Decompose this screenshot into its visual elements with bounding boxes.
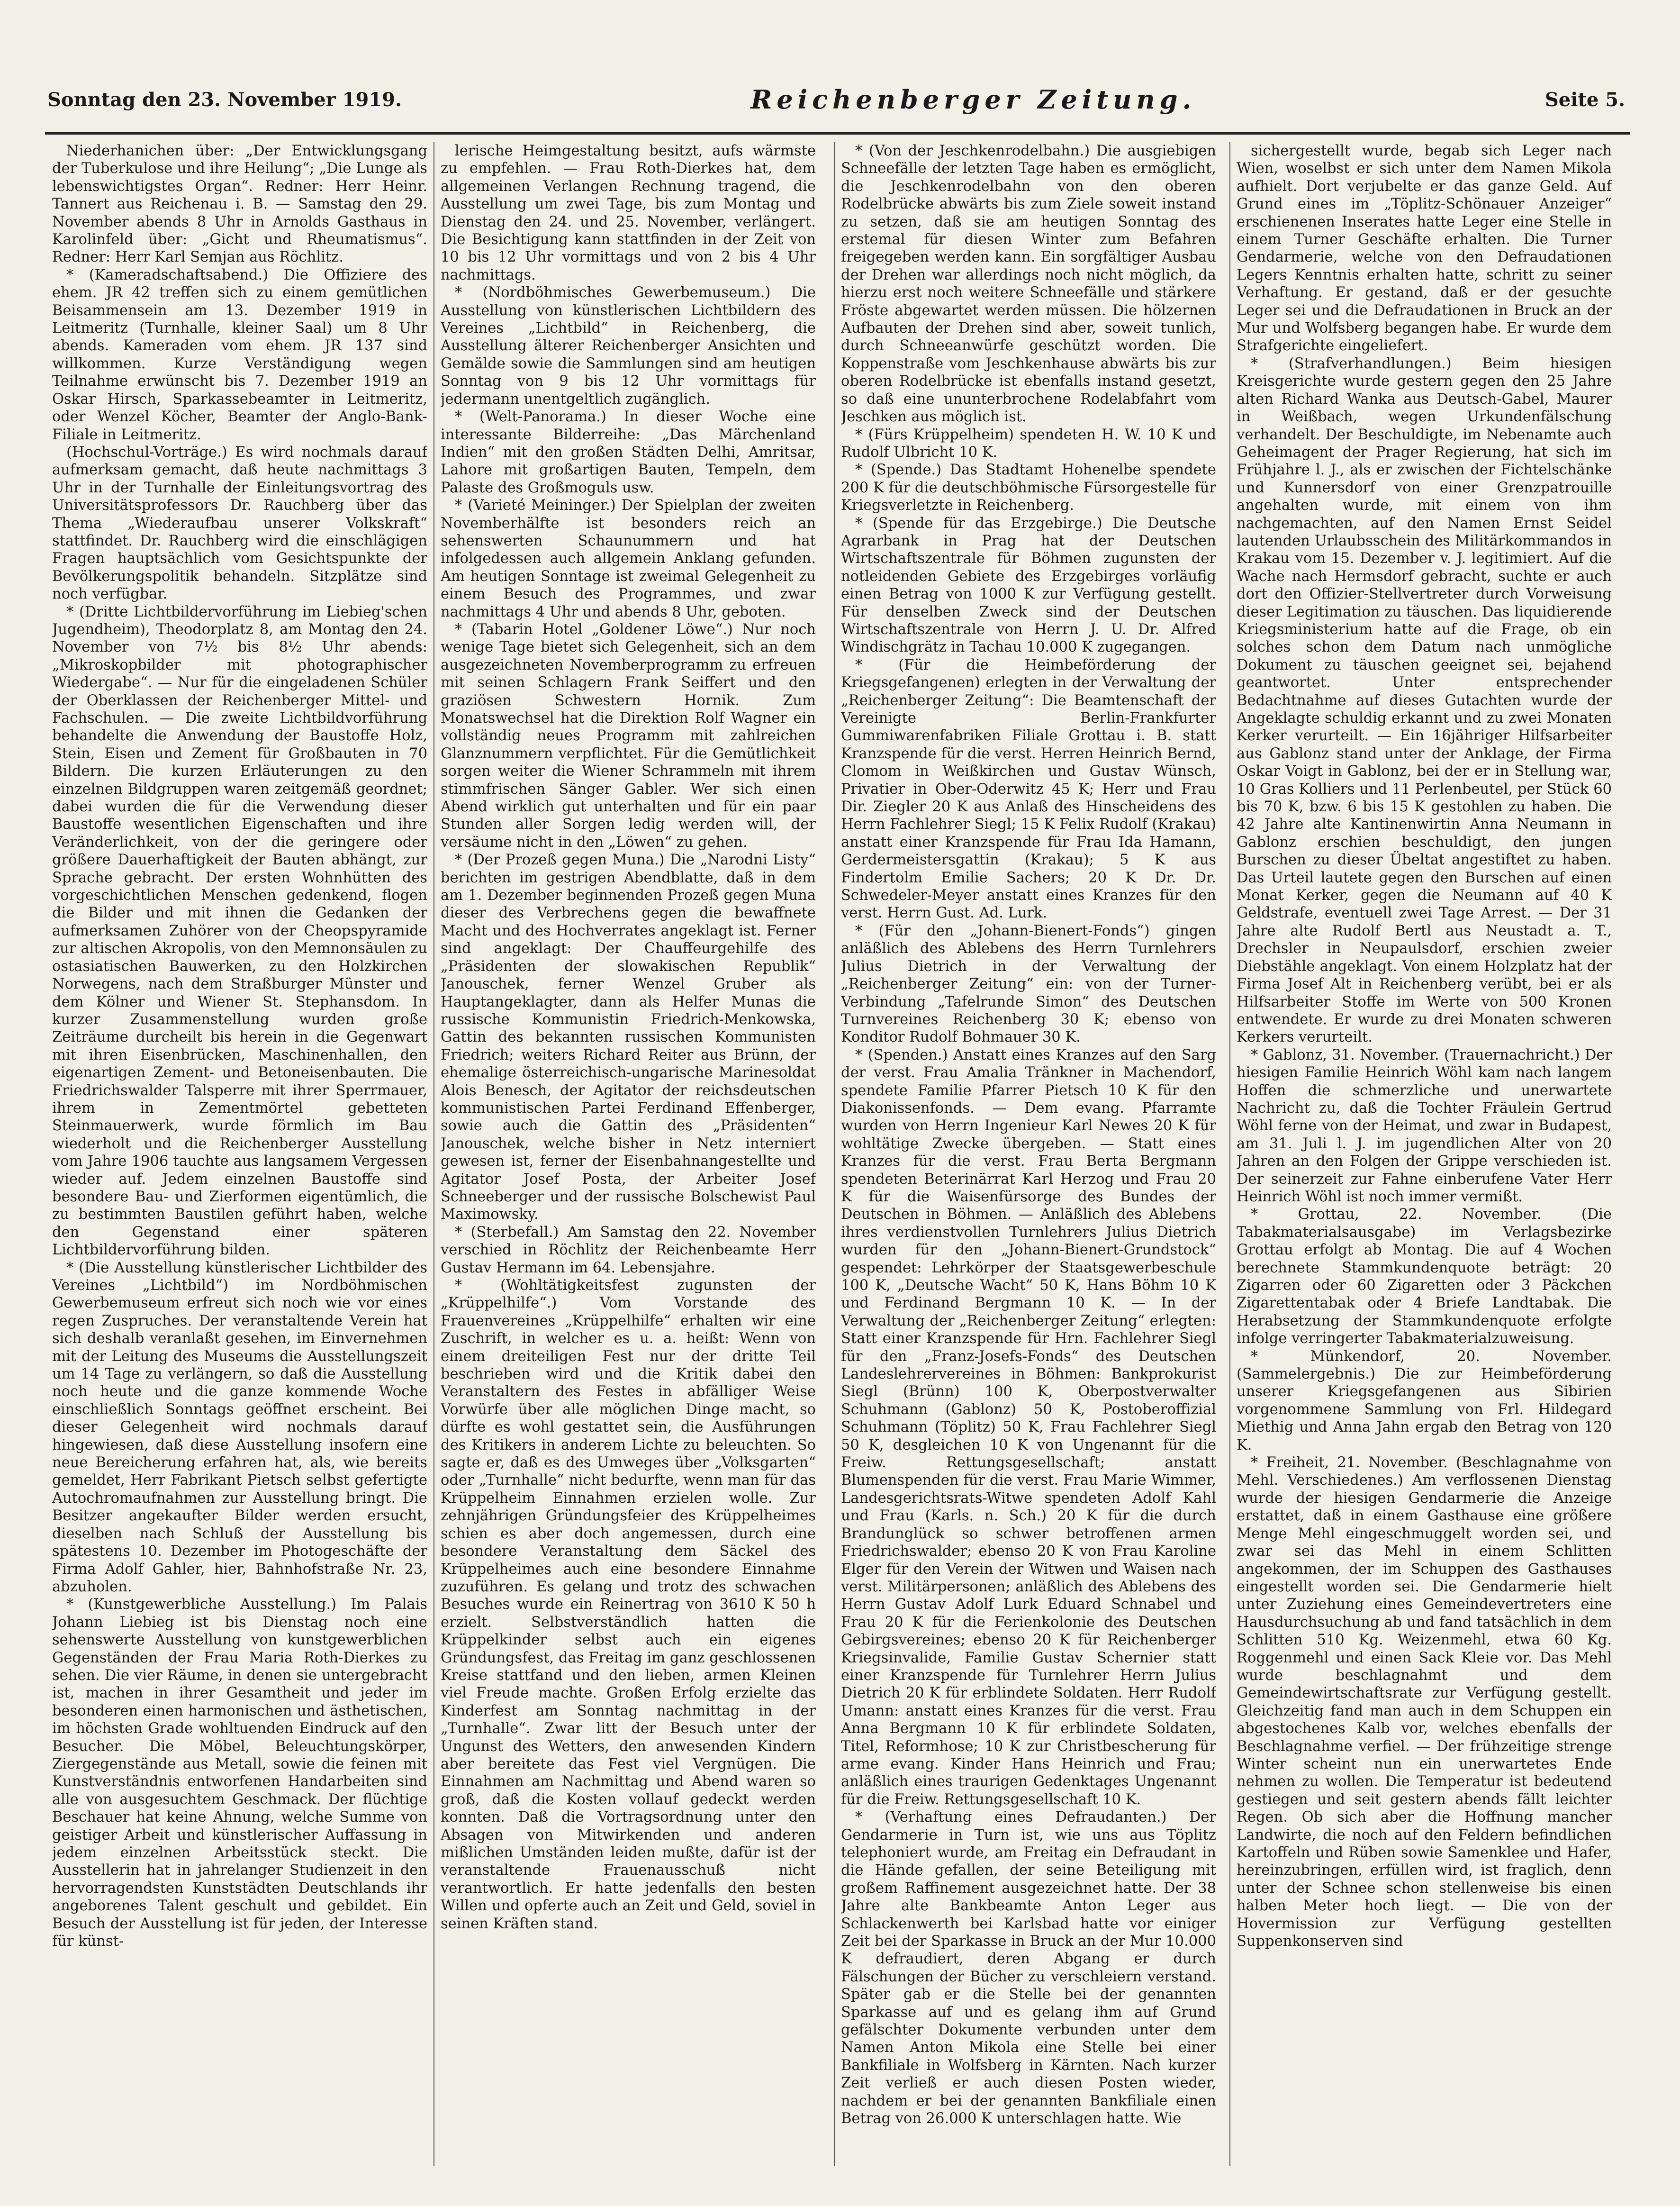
article-paragraph: * (Varieté Meininger.) Der Spielplan der zweiten Novemberhälfte ist besonders reich an sehenswerten Schaunummern und hat infolgedessen auch allgemein Anklang gefunden. Am heutigen Sonntage ist zweimal Gelegenheit zu einem Besuch des Programmes, und zwar nachmittags 4 Uhr und abends 8 Uhr, geboten.	[441, 497, 816, 620]
issue-date: Sonntag den 23. November 1919.	[47, 88, 402, 111]
article-paragraph: * Münkendorf, 20. November. (Sammelergebnis.) Die zur Heimbeförderung unserer Kriegsgefangenen aus Sibirien vorgenommene Sammlung von Frl. Hildegard Miethig und Anna Jahn ergab den Betrag von 120 K.	[1237, 1348, 1612, 1453]
article-paragraph: * Grottau, 22. November. (Die Tabakmaterialsausgabe) im Verlagsbezirke Grottau erfolgt ab Montag. Die auf 4 Wochen berechnete Stammkundenquote beträgt: 20 Zigarren oder 60 Zigaretten oder 3 Päckchen Zigarettentabak oder 4 Briefe Landtabak. Die Herabsetzung der Stammkundenquote erfolgte infolge verringerter Tabakmaterialzuweisung.	[1237, 1206, 1612, 1347]
article-paragraph: * (Von der Jeschkenrodelbahn.) Die ausgiebigen Schneefälle der letzten Tage haben es ermöglicht, die Jeschkenrodelbahn von den oberen Rodelbrücke abwärts bis zum Ziele soweit instand zu setzen, daß sie am heutigen Sonntag des erstemal für diesen Winter zum Befahren freigegeben werden kann. Ein sorgfältiger Ausbau der Drehen war allerdings noch nicht möglich, da hierzu erst noch weitere Schneefälle und stärkere Fröste abgewartet werden müssen. Die hölzernen Aufbauten der Drehen sind aber, soweit tunlich, durch Schneeanwürfe geschützt worden. Die Koppenstraße vom Jeschkenhause abwärts bis zur oberen Rodelbrücke ist ebenfalls instand gesetzt, so daß eine ununterbrochene Rodelabfahrt vom Jeschken aus möglich ist.	[841, 143, 1216, 426]
article-paragraph: sichergestellt wurde, begab sich Leger nach Wien, woselbst er sich unter dem Namen Mikola aufhielt. Dort verjubelte er das ganze Geld. Auf Grund eines im „Töplitz-Schönauer Anzeiger“ erschienenen Inserates hatte Leger eine Stelle in einem Turner Geschäfte erhalten. Die Turner Gendarmerie, welche von den Defraudationen Legers Kenntnis erhalten hatte, schritt zu seiner Verhaftung. Er gestand, daß er der gesuchte Leger sei und die Defraudationen in Bruck an der Mur und Wolfsberg begangen habe. Er wurde dem Strafgerichte eingeliefert.	[1237, 143, 1612, 354]
article-paragraph: (Hochschul-Vorträge.) Es wird nochmals darauf aufmerksam gemacht, daß heute nachmittags 3 Uhr in der Turnhalle der Einleitungsvortrag des Universitätsprofessors Dr. Rauchberg über das Thema „Wiederaufbau unserer Volkskraft“ stattfindet. Dr. Rauchberg wird die einschlägigen Fragen hauptsächlich vom Gesichtspunkte der Bevölkerungspolitik behandeln. Sitzplätze sind noch verfügbar.	[52, 444, 427, 603]
masthead	[47, 71, 1625, 128]
article-paragraph: lerische Heimgestaltung besitzt, aufs wärmste zu empfehlen. — Frau Roth-Dierkes hat, dem allgemeinen Verlangen Rechnung tragend, die Ausstellung um zwei Tage, bis zum Montag und Dienstag den 24. und 25. November, verlängert. Die Besichtigung kann stattfinden in der Zeit von 10 bis 12 Uhr vormittags und von 2 bis 4 Uhr nachmittags.	[441, 143, 816, 283]
text-column-2	[441, 142, 816, 2166]
article-paragraph: * (Für die Heimbeförderung der Kriegsgefangenen) erlegten in der Verwaltung der „Reichenberger Zeitung“: Die Beamtenschaft der Vereinigte Berlin-Frankfurter Gummiwarenfabriken Filiale Grottau i. B. statt Kranzspende für die verst. Herren Heinrich Bernd, Clomom in Weißkirchen und Gustav Wünsch, Privatier in Ober-Oderwitz 45 K; Herr und Frau Dir. Ziegler 20 K aus Anlaß des Hinscheidens des Herrn Fachlehrer Siegl; 15 K Felix Rudolf (Krakau) anstatt einer Kranzspende für Frau Ida Hamann, Gerdermeistersgattin (Krakau); 5 K aus Findertolm Emilie Sachers; 20 K Dr. Dr. Schwedeler-Meyer anstatt eines Kranzes für den verst. Herrn Gust. Ad. Lurk.	[841, 656, 1216, 922]
text-column-1	[52, 142, 427, 2166]
article-paragraph: * (Kunstgewerbliche Ausstellung.) Im Palais Johann Liebieg ist bis Dienstag noch eine sehenswerte Ausstellung von kunstgewerblichen Gegenständen der Frau Maria Roth-Dierkes zu sehen. Die vier Räume, in denen sie untergebracht ist, machen in ihrer Gesamtheit und jeder im besonderen einen harmonischen und ästhetischen, im höchsten Grade wohltuenden Eindruck auf den Besucher. Die Möbel, Beleuchtungskörper, Ziergegenstände aus Metall, sowie die feinen mit Kunstverständnis entworfenen Handarbeiten sind alle von ausgesuchtem Geschmack. Der flüchtige Beschauer hat keine Ahnung, welche Summe von geistiger Arbeit und künstlerischer Auffassung in jedem einzelnen Arbeitsstück steckt. Die Ausstellerin hat in jahrelanger Studienzeit in den hervorragendsten Kunststädten Deutschlands ihr angeborenes Talent geschult und gebildet. Ein Besuch der Ausstellung ist für jeden, der Interesse für künst-	[52, 1596, 427, 1950]
article-paragraph: * (Nordböhmisches Gewerbemuseum.) Die Ausstellung von künstlerischen Lichtbildern des Vereines „Lichtbild“ in Reichenberg, die Ausstellung älterer Reichenberger Ansichten und Gemälde sowie die Sammlungen sind am heutigen Sonntag von 9 bis 12 Uhr vormittags für jedermann unentgeltlich zugänglich.	[441, 284, 816, 408]
article-paragraph: * (Verhaftung eines Defraudanten.) Der Gendarmerie in Turn ist, wie uns aus Töplitz telephoniert wurde, am Freitag ein Defraudant in die Hände gefallen, der seine Beteiligung mit großem Raffinement ausgezeichnet hatte. Der 38 Jahre alte Bankbeamte Anton Leger aus Schlackenwerth bei Karlsbad hatte vor einiger Zeit bei der Sparkasse in Bruck an der Mur 10.000 K defraudiert, deren Abgang er durch Fälschungen der Bücher zu verschleiern verstand. Später gab er die Stelle bei der genannten Sparkasse auf und es gelang ihm auf Grund gefälschter Dokumente verbunden unter dem Namen Anton Mikola eine Stelle bei einer Bankfiliale in Wolfsberg in Kärnten. Nach kurzer Zeit verließ er auch diesen Posten wieder, nachdem er bei der genannten Bankfiliale einen Betrag von 26.000 K unterschlagen hatte. Wie	[841, 1809, 1216, 2127]
article-paragraph: * (Fürs Krüppelheim) spendeten H. W. 10 K und Rudolf Ulbricht 10 K.	[841, 426, 1216, 461]
text-column-3	[841, 142, 1216, 2166]
article-paragraph: * (Welt-Panorama.) In dieser Woche eine interessante Bilderreihe: „Das Märchenland Indien“ mit den großen Städten Delhi, Amritsar, Lahore mit großartigen Bauten, Tempeln, dem Palaste des Großmoguls usw.	[441, 409, 816, 496]
article-paragraph: * Freiheit, 21. November. (Beschlagnahme von Mehl. Verschiedenes.) Am verflossenen Dienstag wurde der hiesigen Gendarmerie die Anzeige erstattet, daß in einem Gasthause eine größere Menge Mehl eingeschmuggelt worden sei, und zwar sei das Mehl in einem Schlitten angekommen, der im Schuppen des Gasthauses eingestellt worden sei. Die Gendarmerie hielt unter Zuziehung eines Gemeindevertreters eine Hausdurchsuchung ab und fand tatsächlich in dem Schlitten 510 Kg. Weizenmehl, etwa 60 Kg. Roggenmehl und einen Sack Kleie vor. Das Mehl wurde beschlagnahmt und dem Gemeindewirtschaftsrate zur Verfügung gestellt. Gleichzeitig fand man auch in dem Schuppen ein abgestochenes Kalb vor, welches ebenfalls der Beschlagnahme verfiel. — Der frühzeitige strenge Winter scheint nun ein unerwartetes Ende nehmen zu wollen. Die Temperatur ist bedeutend gestiegen und seit gestern abends fällt leichter Regen. Ob sich aber die Hoffnung mancher Landwirte, die noch auf den Feldern befindlichen Kartoffeln und Rüben sowie Samenklee und Hafer, hereinzubringen, erfüllen wird, ist fraglich, denn unter der Schnee schon stellenweise bis einen halben Meter hoch liegt. — Die von der Hovermission zur Verfügung gestellten Suppenkonserven sind	[1237, 1454, 1612, 1950]
article-paragraph: * (Für den „Johann-Bienert-Fonds“) gingen anläßlich des Ablebens des Herrn Turnlehrers Julius Dietrich in der Verwaltung der „Reichenberger Zeitung“ ein: von der Turner-Verbindung „Tafelrunde Simon“ des Deutschen Turnvereines Reichenberg 30 K; ebenso von Konditor Rudolf Bohmauer 30 K.	[841, 922, 1216, 1046]
article-paragraph: * (Spenden.) Anstatt eines Kranzes auf den Sarg der verst. Frau Amalia Tränkner in Machendorf, spendete Familie Pfarrer Pietsch 10 K für den Diakonissenfonds. — Dem evang. Pfarramte wurden von Herrn Ingenieur Karl Newes 20 K für wohltätige Zwecke übergeben. — Statt eines Kranzes für die verst. Frau Berta Bergmann spendeten Beterinärrat Karl Herzog und Frau 20 K für die Waisenfürsorge des Bundes der Deutschen in Böhmen. — Anläßlich des Ablebens ihres verdienstvollen Turnlehrers Julius Dietrich wurden für den „Johann-Bienert-Grundstock“ gespendet: Lehrkörper der Staatsgewerbeschule 100 K, „Deutsche Wacht“ 50 K, Hans Böhm 10 K und Ferdinand Bergmann 10 K. — In der Verwaltung der „Reichenberger Zeitung“ erlegten: Statt einer Kranzspende für Hrn. Fachlehrer Siegl für den „Franz-Josefs-Fonds“ des Deutschen Landeslehrervereines in Böhmen: Bankprokurist Siegl (Brünn) 100 K, Oberpostverwalter Schuhmann (Gablonz) 50 K, Postoberoffizial Schuhmann (Töplitz) 50 K, Frau Fachlehrer Siegl 50 K, desgleichen 10 K von Ungenannt für die Freiw. Rettungsgesellschaft; anstatt Blumenspenden für die verst. Frau Marie Wimmer, Landesgerichtsrats-Witwe spendeten Adolf Kahl und Frau (Karls. n. Sch.) 20 K für die durch Brandunglück so schwer betroffenen armen Friedrichswalder; ebenso 20 K von Frau Karoline Elger für den Verein der Witwen und Waisen nach verst. Militärpersonen; anläßlich des Ablebens des Herrn Gustav Adolf Lurk Eduard Schnabel und Frau 20 K für die Ferienkolonie des Deutschen Gebirgsvereines; ebenso 20 K für Reichenberger Kriegsinvalide, Familie Gustav Schernier statt einer Kranzspende für Turnlehrer Herrn Julius Dietrich 20 K für erblindete Soldaten. Herr Rudolf Umann: anstatt eines Kranzes für die verst. Frau Anna Bergmann 10 K für erblindete Soldaten, Titel, Reformhose; 10 K zur Christbescherung für arme evang. Kinder Hans Heinrich und Frau; anläßlich eines traurigen Gedenktages Ungenannt für die Freiw. Rettungsgesellschaft 10 K.	[841, 1046, 1216, 1808]
article-paragraph: * (Sterbefall.) Am Samstag den 22. November verschied in Röchlitz der Reichenbeamte Herr Gustav Hermann im 64. Lebensjahre.	[441, 1224, 816, 1276]
article-paragraph: * (Die Ausstellung künstlerischer Lichtbilder des Vereines „Lichtbild“) im Nordböhmischen Gewerbemuseum erfreut sich noch wie vor eines regen Zuspruches. Der veranstaltende Verein hat sich deshalb veranlaßt gesehen, im Einvernehmen mit der Leitung des Museums die Ausstellungszeit um 14 Tage zu verlängern, so daß die Ausstellung noch heute und die ganze kommende Woche einschließlich Sonntags geöffnet erscheint. Bei dieser Gelegenheit wird nochmals darauf hingewiesen, daß diese Ausstellung insofern eine neue Bereicherung erfahren hat, als, wie bereits gemeldet, Herr Fabrikant Pietsch selbst gefertigte Autochromaufnahmen zur Ausstellung bringt. Die Besitzer angekaufter Bilder werden ersucht, dieselben nach Schluß der Ausstellung bis spätestens 10. Dezember im Photogeschäfte der Firma Adolf Gahler, hier, Bahnhofstraße Nr. 23, abzuholen.	[52, 1259, 427, 1595]
column-divider	[834, 142, 835, 2166]
text-column-4	[1237, 142, 1612, 2166]
article-paragraph: * (Spende für das Erzgebirge.) Die Deutsche Agrarbank in Prag hat der Deutschen Wirtschaftszentrale für Böhmen zugunsten der notleidenden Gebiete des Erzgebirges vorläufig einen Betrag von 1000 K zur Verfügung gestellt. Für denselben Zweck sind der Deutschen Wirtschaftszentrale von Herrn J. U. Dr. Alfred Windischgrätz in Tachau 10.000 K zugegangen.	[841, 515, 1216, 656]
article-paragraph: * (Strafverhandlungen.) Beim hiesigen Kreisgerichte wurde gestern gegen den 25 Jahre alten Richard Wanka aus Deutsch-Gabel, Maurer in Weißbach, wegen Urkundenfälschung verhandelt. Der Beschuldigte, im Nebenamte auch Geheimagent der Prager Regierung, hat sich im Frühjahre l. J., als er zwischen der Fichtelschänke und Kunnersdorf von einer Grenzpatrouille angehalten wurde, mit einem von ihm nachgemachten, auf den Namen Ernst Seidel lautenden Urlaubsschein des Militärkommandos in Krakau vom 15. Dezember v. J. legitimiert. Auf die Wache nach Hermsdorf gebracht, suchte er auch dort den Offizier-Stellvertreter durch Vorweisung dieser Legitimation zu täuschen. Das liquidierende Kriegsministerium hatte auf die Frage, ob ein solches schon dem Datum nach unmögliche Dokument zu täuschen geeignet sei, bejahend geantwortet. Unter entsprechender Bedachtnahme auf dieses Gutachten wurde der Angeklagte schuldig erkannt und zu zwei Monaten Kerker verurteilt. — Ein 16jähriger Hilfsarbeiter aus Gablonz stand unter der Anklage, der Firma Oskar Voigt in Gablonz, bei der er in Stellung war, 10 Gras Kolliers und 11 Perlenbeutel, per Stück 60 bis 70 K, bzw. 6 bis 15 K gestohlen zu haben. Die 42 Jahre alte Kantinenwirtin Anna Neumann in Gablonz erschien beschuldigt, den jungen Burschen zu dieser Übeltat angestiftet zu haben. Das Urteil lautete gegen den Burschen auf einen Monat Kerker, gegen die Neumann auf 40 K Geldstrafe, eventuell zwei Tage Arrest. — Der 31 Jahre alte Rudolf Bertl aus Neustadt a. T., Drechsler in Neupaulsdorf, erschien zweier Diebstähle angeklagt. Von einem Holzplatz hat der Firma Josef Alt in Reichenberg verübt, bei er als Hilfsarbeiter Stoffe im Werte von 500 Kronen entwendete. Er wurde zu drei Monaten schweren Kerkers verurteilt.	[1237, 355, 1612, 1046]
article-paragraph: * (Der Prozeß gegen Muna.) Die „Narodni Listy“ berichten im gestrigen Abendblatte, daß in dem am 1. Dezember beginnenden Prozeß gegen Muna dieser des Verbrechens gegen die bewaffnete Macht und des Hochverrates angeklagt ist. Ferner sind angeklagt: Der Chauffeurgehilfe des „Präsidenten der slowakischen Republik“ Janouschek, ferner Wenzel Gruber als Hauptangeklagter, dann als Helfer Munas die russische Kommunistin Friedrich-Menkowska, Gattin des bekannten russischen Kommunisten Friedrich; weiters Richard Reiter aus Brünn, der ehemalige österreichisch-ungarische Marinesoldat Alois Benesch, der Agitator der reichsdeutschen kommunistischen Partei Ferdinand Effenberger, sowie auch die Gattin des „Präsidenten“ Janouschek, welche bisher in Netz interniert gewesen ist, ferner der Eisenbahnangestellte und Agitator Josef Posta, der Arbeiter Josef Schneeberger und der russische Bolschewist Paul Maximowsky.	[441, 852, 816, 1223]
article-paragraph: * (Spende.) Das Stadtamt Hohenelbe spendete 200 K für die deutschböhmische Fürsorgestelle für Kriegsverletzte in Reichenberg.	[841, 462, 1216, 514]
newspaper-title: Reichenberger Zeitung.	[750, 84, 1196, 115]
page-number: Seite 5.	[1545, 88, 1625, 111]
header-rule	[45, 132, 1630, 135]
article-paragraph: Niederhanichen über: „Der Entwicklungsgang der Tuberkulose und ihre Heilung“; „Die Lunge als lebenswichtigstes Organ“. Redner: Herr Heinr. Tannert aus Reichenau i. B. — Samstag den 29. November abends 8 Uhr in Arnolds Gasthaus in Karolinfeld über: „Gicht und Rheumatismus“. Redner: Herr Karl Semjan aus Röchlitz.	[52, 143, 427, 266]
column-divider	[1229, 142, 1230, 2166]
article-paragraph: * (Wohltätigkeitsfest zugunsten der „Krüppelhilfe“.) Vom Vorstande des Frauenvereines „Krüppelhilfe“ erhalten wir eine Zuschrift, in welcher es u. a. heißt: Wenn von einem dreiteiligen Fest nur der dritte Teil beschrieben wird und die Kritik dabei den Veranstaltern des Festes in abfälliger Weise Vorwürfe über alle möglichen Dinge macht, so dürfte es wohl gestattet sein, die Ausführungen des Kritikers in anderem Lichte zu beleuchten. So sagte er, daß es des Umweges über „Volksgarten“ oder „Turnhalle“ nicht bedurfte, wenn man für das Krüppelheim Einnahmen erzielen wolle. Zur zehnjährigen Gründungsfeier des Krüppelheimes schien es aber doch angemessen, durch eine besondere Veranstaltung dem Säckel des Krüppelheimes auch eine besondere Einnahme zuzuführen. Es gelang und trotz des schwachen Besuches wurde ein Reinertrag von 3610 K 50 h erzielt. Selbstverständlich hatten die Krüppelkinder selbst auch ein eigenes Gründungsfest, das Freitag im ganz geschlossenen Kreise stattfand und den lieben, armen Kleinen viel Freude machte. Großen Erfolg erzielte das Kinderfest am Sonntag nachmittag in der „Turnhalle“. Zwar litt der Besuch unter der Ungunst des Wetters, den anwesenden Kindern aber bereitete das Fest viel Vergnügen. Die Einnahmen am Nachmittag und Abend waren so groß, daß die Kosten vollauf gedeckt werden konnten. Daß die Vortragsordnung unter den Absagen von Mitwirkenden und anderen mißlichen Umständen leiden mußte, dafür ist der veranstaltende Frauenausschuß nicht verantwortlich. Er hatte jedenfalls den besten Willen und opferte auch an Zeit und Geld, soviel in seinen Kräften stand.	[441, 1277, 816, 1932]
article-paragraph: * (Kameradschaftsabend.) Die Offiziere des ehem. JR 42 treffen sich zu einem gemütlichen Beisammensein am 13. Dezember 1919 in Leitmeritz (Turnhalle, kleiner Saal) um 8 Uhr abends. Kameraden vom ehem. JR 137 sind willkommen. Kurze Verständigung wegen Teilnahme erwünscht bis 7. Dezember 1919 an Oskar Hirsch, Sparkassebeamter in Leitmeritz, oder Wenzel Köcher, Beamter der Anglo-Bank-Filiale in Leitmeritz.	[52, 266, 427, 443]
article-paragraph: * Gablonz, 31. November. (Trauernachricht.) Der hiesigen Familie Heinrich Wöhl kam nach langem Hoffen die schmerzliche und unerwartete Nachricht zu, daß die Tochter Fräulein Gertrud Wöhl ferne von der Heimat, und zwar in Budapest, am 31. Juli l. J. im jugendlichen Alter von 20 Jahren an den Folgen der Grippe verschieden ist. Der seinerzeit zur Fahne einberufene Vater Herr Heinrich Wöhl ist noch immer vermißt.	[1237, 1046, 1612, 1205]
article-paragraph: * (Tabarin Hotel „Goldener Löwe“.) Nur noch wenige Tage bietet sich Gelegenheit, sich an dem ausgezeichneten Novemberprogramm zu erfreuen mit seinen Schlagern Frank Seiffert und den graziösen Schwestern Hornik. Zum Monatswechsel hat die Direktion Rolf Wagner ein vollständig neues Programm mit zahlreichen Glanznummern verpflichtet. Für die Gemütlichkeit sorgen weiter die Wiener Schrammeln mit ihrem stimmfrischen Sänger Gabler. Wer sich einen Abend wirklich gut unterhalten und für ein paar Stunden aller Sorgen ledig werden will, der versäume nicht in den „Löwen“ zu gehen.	[441, 621, 816, 851]
article-paragraph: * (Dritte Lichtbildervorführung im Liebieg'schen Jugendheim), Theodorplatz 8, am Montag den 24. November von 7½ bis 8½ Uhr abends: „Mikroskopbilder mit photographischer Wiedergabe“. — Nur für die eingeladenen Schüler der Oberklassen der Reichenberger Mittel- und Fachschulen. — Die zweite Lichtbildvorführung behandelte die Anwendung der Baustoffe Holz, Stein, Eisen und Zement für Großbauten in 70 Bildern. Die kurzen Erläuterungen zu den einzelnen Bildgruppen waren zeitgemäß geordnet; dabei wurden die für die Verwendung dieser Baustoffe wesentlichen Eigenschaften und ihre Veränderlichkeit, von der die geringere oder größere Dauerhaftigkeit der Bauten abhängt, zur Sprache gebracht. Der ersten Wohnhütten des vorgeschichtlichen Menschen gedenkend, flogen die Bilder und mit ihnen die Gedanken der aufmerksamen Zuhörer von der Cheopspyramide zur altischen Akropolis, von den Memnonsäulen zu ostasiatischen Bauwerken, zu den Holzkirchen Norwegens, nach dem Straßburger Münster und dem Kölner und Wiener St. Stephansdom. In kurzer Zusammenstellung wurden große Zeiträume durcheilt bis herein in die Gegenwart mit ihren Eisenbrücken, Maschinenhallen, den eigenartigen Zement- und Betoneisenbauten. Die Friedrichswalder Talsperre mit ihrer Sperrmauer, ihrem in Zementmörtel gebetteten Steinmauerwerk, wurde förmlich im Bau wiederholt und die Reichenberger Ausstellung vom Jahre 1906 tauchte aus langsamem Vergessen wieder auf. Jedem einzelnen Baustoffe sind besondere Bau- und Zierformen eigentümlich, die zu bestimmten Baustilen geführt haben, welche den Gegenstand einer späteren Lichtbildervorführung bilden.	[52, 603, 427, 1259]
